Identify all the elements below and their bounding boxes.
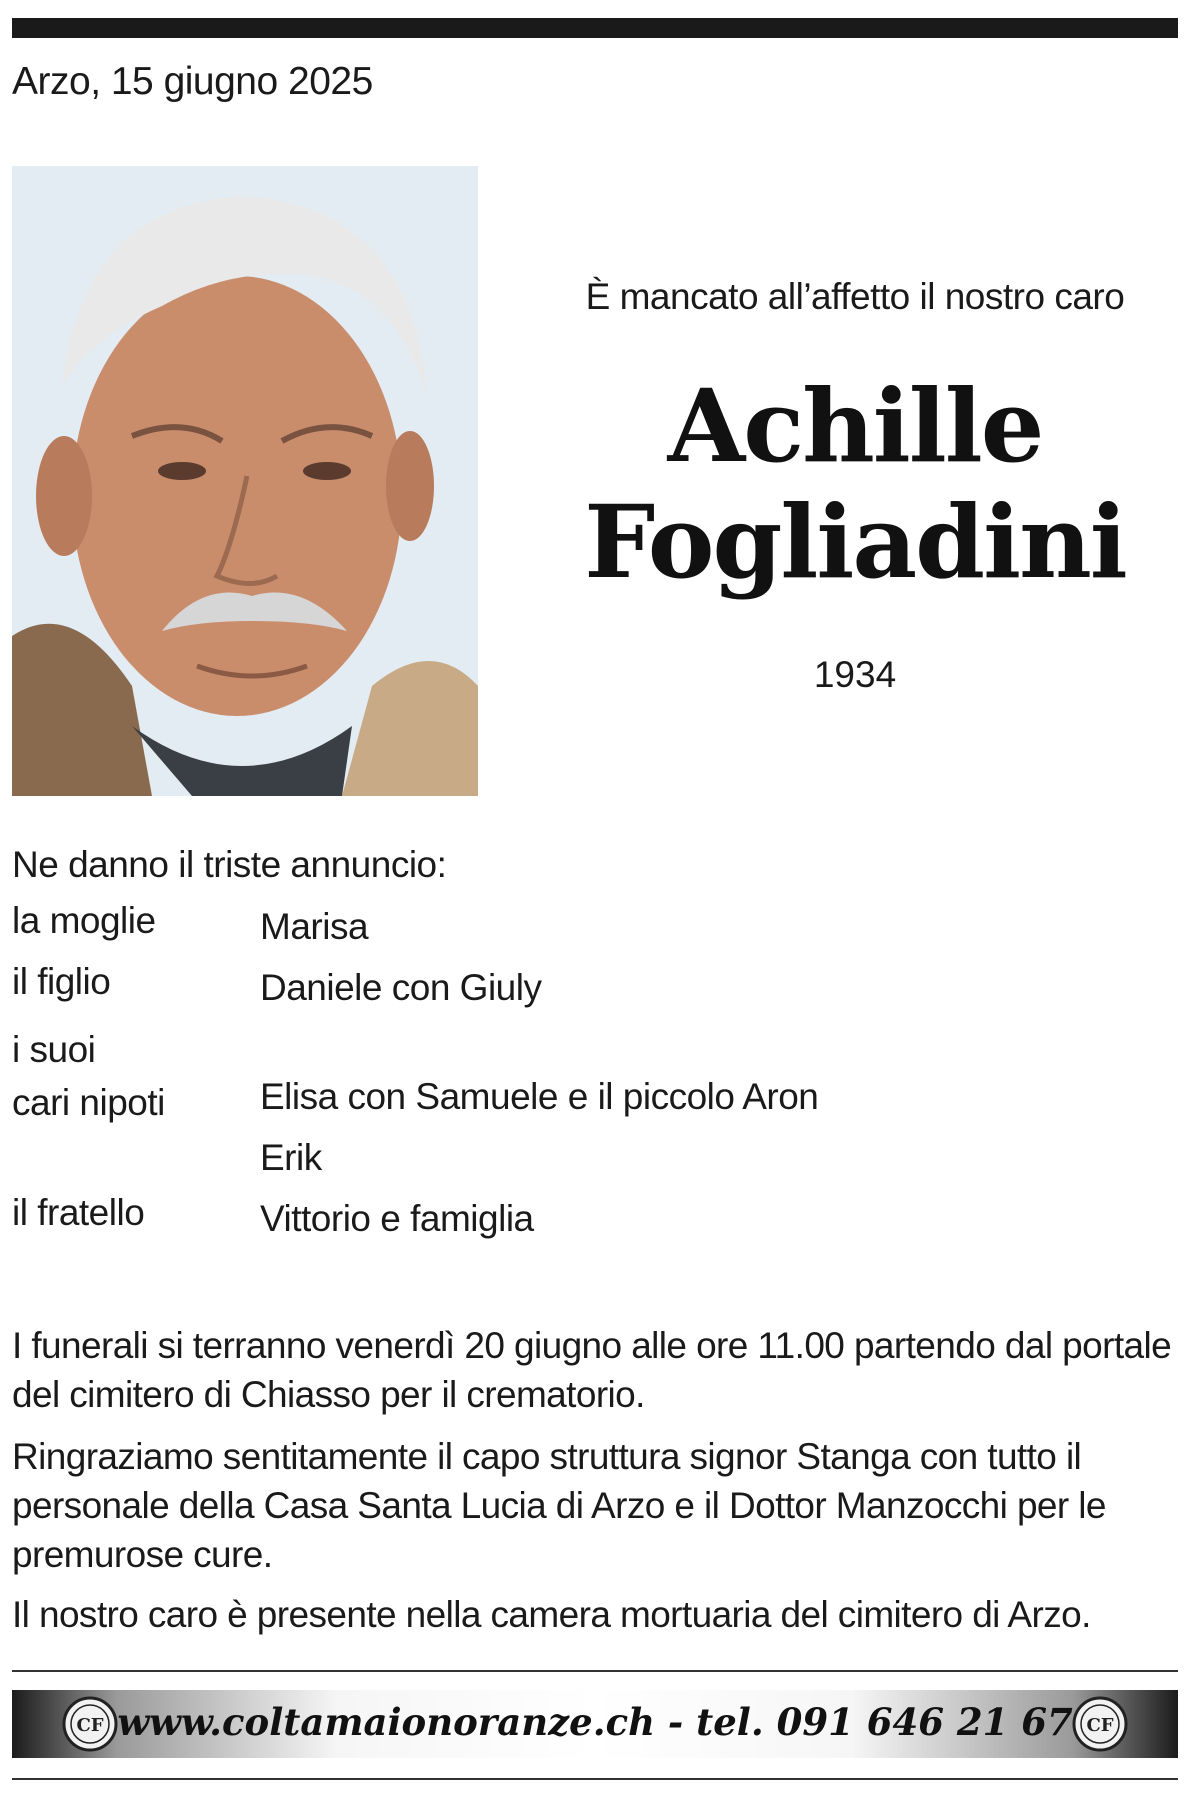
deceased-name [520,368,1190,600]
funeral-notice: I funerali si terranno venerdì 20 giugno alle ore 11.00 partendo dal portale del cimitero di Chiasso per il crematorio. [12,1325,1172,1415]
portrait-photo [12,166,478,796]
family-row [12,1029,1012,1137]
family-relation: i suoi cari nipoti [12,1029,165,1123]
place-date: Arzo, 15 giugno 2025 [12,60,373,103]
footer-bar [12,1690,1178,1758]
family-names: Erik [260,1137,322,1178]
announcement-heading: Ne danno il triste annuncio: [12,844,447,885]
first-name: Achille [667,367,1043,485]
family-names: Vittorio e famiglia [260,1198,534,1239]
birth-year: 1934 [813,654,897,695]
logo-monogram: CF [1086,1715,1114,1736]
intro-line: È mancato all’affetto il nostro caro [585,276,1125,317]
family-list [12,900,1012,1259]
thanks-notice: Ringraziamo sentitamente il capo struttura signor Stanga con tutto il personale della Casa Santa Lucia di Arzo e il Dottor Manzocchi per le premurose cure. [12,1436,1106,1575]
family-names: Elisa con Samuele e il piccolo Aron [260,1076,819,1117]
family-relation: il fratello [12,1192,145,1233]
funeral-home-logo-icon [1072,1696,1128,1752]
family-names: Daniele con Giuly [260,967,542,1008]
family-row [12,1137,1012,1198]
family-relation: il figlio [12,961,111,1002]
viewing-notice: Il nostro caro è presente nella camera mortuaria del cimitero di Arzo. [12,1594,1091,1635]
family-relation: la moglie [12,900,156,941]
footer-rule [12,1670,1178,1672]
family-row [12,1192,1012,1259]
end-rule [12,1778,1178,1780]
top-rule [12,18,1178,38]
family-names: Marisa [260,906,369,947]
footer-contact: www.coltamaionoranze.ch - tel. 091 646 21 67 [117,1700,1073,1744]
family-row [12,900,1012,967]
last-name: Fogliadini [584,483,1126,601]
logo-monogram: CF [76,1715,104,1736]
family-row [12,961,1012,1028]
